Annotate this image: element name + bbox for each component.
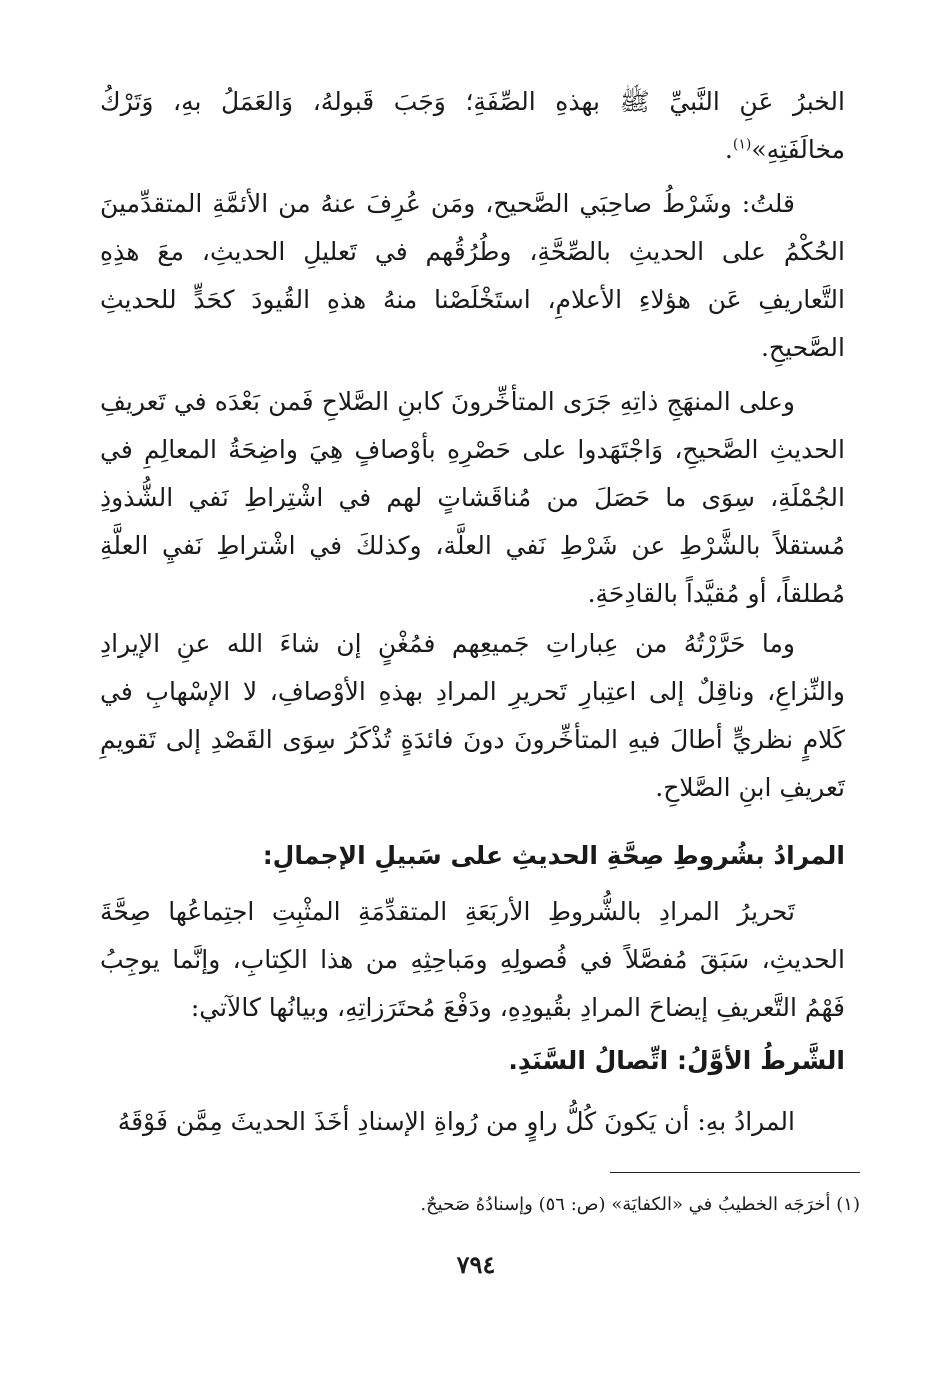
paragraph-text: وما حَرَّرْتُهُ من عِباراتِ جَميعِهم فمُغْنٍ إن شاءَ الله عنِ الإيرادِ والنِّزاعِ، وناقِلٌ إلى اعتِبارِ تَحريرِ المرادِ بهذهِ الأوْصافِ، لا الإسْهابِ في كَلامٍ نظريٍّ أطالَ فيهِ المتأخِّرونَ دونَ فائدَةٍ تُذْكَرُ سِوَى القَصْدِ إلى تَقويمِ تَعريفِ ابنِ الصَّلاحِ.	[100, 629, 845, 802]
paragraph-first-condition-definition	[100, 1098, 845, 1146]
paragraph-hadith-quote-end	[100, 78, 845, 174]
section-heading-first-condition: الشَّرطُ الأوَّلُ: اتِّصالُ السَّنَدِ.	[508, 1046, 845, 1075]
paragraph-conditions-overview	[100, 888, 845, 1032]
footnote-divider	[610, 1172, 860, 1173]
paragraph-text: الخبرُ عَنِ النَّبيِّ ﷺ بهذهِ الصِّفَةِ؛ وَجَبَ قَبولهُ، وَالعَمَلُ بهِ، وَتَرْكُ مخالَفَتِهِ»	[100, 87, 845, 164]
page-number: ٧٩٤	[456, 1250, 496, 1279]
paragraph-text: وعلى المنهَجِ ذاتِهِ جَرَى المتأخِّرونَ كابنِ الصَّلاحِ فَمن بَعْدَه في تَعريفِ الحديثِ الصَّحيحِ، وَاجْتَهَدوا على حَصْرِهِ بأوْصافٍ هِيَ واضِحَةُ المعالِمِ في الجُمْلَةِ، سِوَى ما حَصَلَ من مُناقَشاتٍ لهم في اشْتِراطِ نَفي الشُّذوذِ مُستقلاً بالشَّرْطِ عن شَرْطِ نَفي العلَّة، وكذلكَ في اشْتراطِ نَفيِ العلَّةِ مُطلقاً، أو مُقيَّداً بالقادِحَةِ.	[100, 387, 845, 608]
paragraph-criteria-summary	[100, 180, 845, 372]
footnote-marker[interactable]: (١)	[732, 136, 752, 153]
paragraph-text: قلتُ: وشَرْطُ صاحِبَي الصَّحيح، ومَن عُرِفَ عنهُ من الأئمَّةِ المتقدِّمينَ الحُكْمُ على الحديثِ بالصِّحَّةِ، وطُرُقُهم في تَعليلِ الحديثِ، معَ هذِهِ التَّعاريفِ عَن هؤلاءِ الأعلامِ، استَخْلَصْنا منهُ هذهِ القُيودَ كحَدٍّ للحديثِ الصَّحيحِ.	[100, 189, 845, 362]
paragraph-text: تَحريرُ المرادِ بالشُّروطِ الأربَعَةِ المتقدِّمَةِ المثْبِتِ اجتِماعُها صِحَّةَ الحديثِ، سَبَقَ مُفصَّلاً في فُصولِهِ ومَباحِثِهِ من هذا الكِتابِ، وإنَّما يوجِبُ فَهْمُ التَّعريفِ إيضاحَ المرادِ بقُيودِهِ، ودَفْعَ مُحتَرَزاتِهِ، وبيانُها كالآتي:	[100, 897, 845, 1022]
paragraph-author-note	[100, 620, 845, 812]
paragraph-end-mark: .	[724, 135, 733, 164]
footnote: (١) أخرَجَه الخطيبُ في «الكفايَة» (ص: ٥٦) وإسنادُهُ صَحيحٌ.	[420, 1194, 860, 1215]
paragraph-text: المرادُ بهِ: أن يَكونَ كُلُّ راوٍ من رُواةِ الإسنادِ أخَذَ الحديثَ مِمَّن فَوْقَهُ	[117, 1107, 795, 1136]
section-heading-conditions: المرادُ بشُروطِ صِحَّةِ الحديثِ على سَبيلِ الإجمالِ:	[262, 841, 845, 870]
paragraph-later-scholars	[100, 378, 845, 618]
